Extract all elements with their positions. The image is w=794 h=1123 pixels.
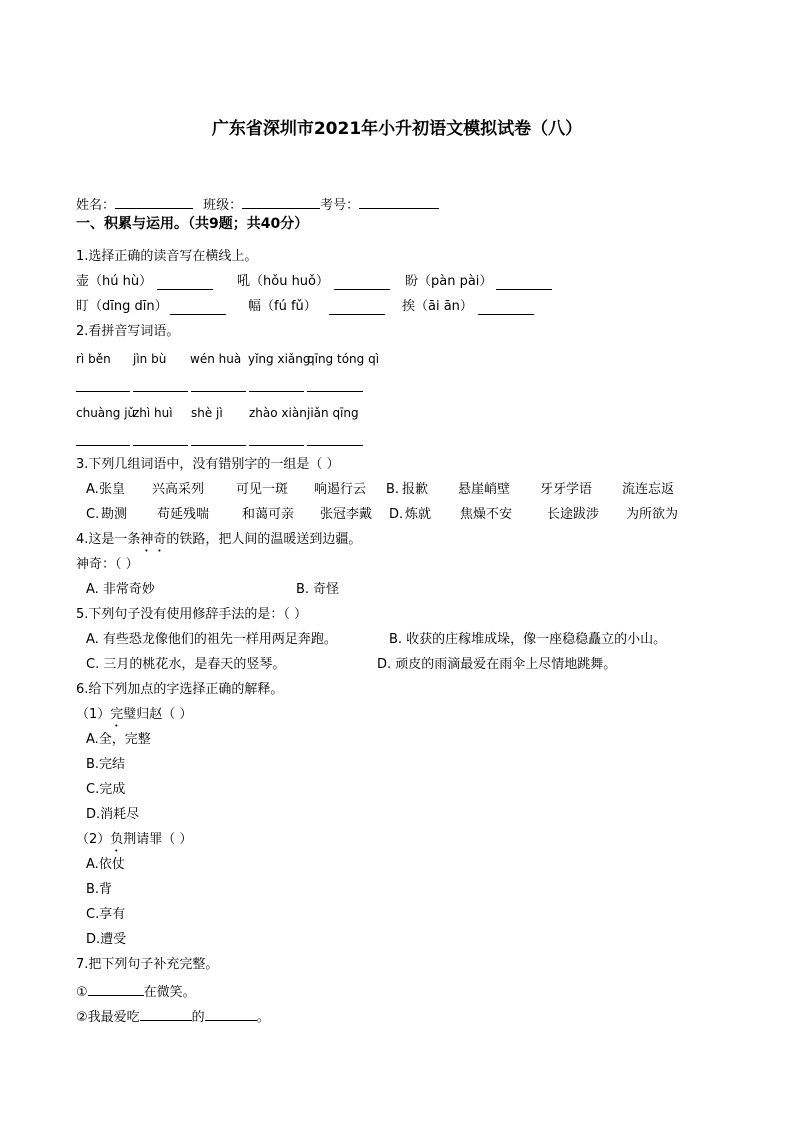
- page-title: 广东省深圳市2021年小升初语文模拟试卷（八）: [211, 119, 583, 139]
- dotted-character: 完: [110, 707, 124, 722]
- q6-part-2-number: （2）: [76, 832, 111, 847]
- q6-p1-option-b[interactable]: B.完结: [86, 757, 126, 772]
- option-d-label: D.: [389, 507, 404, 522]
- option-word: 牙牙学语: [540, 482, 593, 497]
- pinyin-item: zhào xiàn: [249, 406, 307, 420]
- question-6-stem: 6.给下列加点的字选择正确的解释。: [76, 682, 284, 697]
- option-word: 可见一斑: [236, 482, 289, 497]
- circled-number: ①: [76, 985, 88, 1000]
- q6-part-1-text: 璧归赵（ ）: [123, 707, 193, 722]
- q1-item: 吼（hǒu huǒ）: [237, 274, 329, 289]
- fill-blank[interactable]: [140, 1006, 192, 1021]
- word-blank[interactable]: [191, 391, 246, 392]
- q1-answer-blank[interactable]: [478, 314, 534, 315]
- q6-part-2-text: 荆请罪（ ）: [123, 832, 193, 847]
- class-blank[interactable]: [242, 194, 320, 209]
- question-1-stem: 1.选择正确的读音写在横线上。: [76, 249, 258, 264]
- word-blank[interactable]: [307, 391, 363, 392]
- class-label: 班级：: [203, 198, 243, 213]
- number-blank[interactable]: [359, 194, 439, 209]
- q1-item: 挨（āi ān）: [402, 299, 473, 314]
- q1-item: 盼（pàn pài）: [405, 274, 493, 289]
- student-info-row: [76, 194, 439, 215]
- pinyin-item: jiǎn qīng: [307, 406, 359, 420]
- q1-answer-blank[interactable]: [496, 289, 552, 290]
- word-blank[interactable]: [133, 391, 188, 392]
- word-blank[interactable]: [249, 445, 304, 446]
- q1-answer-blank[interactable]: [334, 289, 390, 290]
- word-blank[interactable]: [191, 445, 246, 446]
- question-5-stem: 5.下列句子没有使用修辞手法的是：（ ）: [76, 607, 308, 622]
- dotted-character: 负: [110, 832, 124, 847]
- pinyin-item: rì běn: [76, 352, 111, 366]
- q4-subquestion: 神奇：（ ）: [76, 557, 139, 572]
- q1-item: 盯（dīng dīn）: [76, 299, 168, 314]
- q4-option-a[interactable]: A. 非常奇妙: [86, 582, 155, 597]
- option-word: 长途跋涉: [547, 507, 600, 522]
- q7-sentence-2-end: 。: [256, 1010, 270, 1025]
- word-blank[interactable]: [76, 391, 130, 392]
- q1-answer-blank[interactable]: [170, 314, 226, 315]
- pinyin-item: wén huà: [190, 352, 242, 366]
- pinyin-item: zhì huì: [133, 406, 173, 420]
- q1-item: 幅（fú fǔ）: [248, 299, 317, 314]
- option-word: 张冠李戴: [320, 507, 373, 522]
- q6-p2-option-d[interactable]: D.遭受: [86, 932, 127, 947]
- q6-p2-option-a[interactable]: A.依仗: [86, 857, 125, 872]
- q5-option-c[interactable]: C. 三月的桃花水，是春天的竖琴。: [86, 657, 286, 672]
- option-c-label: C.: [86, 507, 100, 522]
- option-word: 响遏行云: [314, 482, 367, 497]
- pinyin-item: qīng tóng qì: [307, 352, 380, 366]
- q7-sentence-2-pre: 我最爱吃: [87, 1010, 140, 1025]
- option-word: 报歉: [402, 482, 429, 497]
- q6-p1-option-d[interactable]: D.消耗尽: [86, 807, 140, 822]
- word-blank[interactable]: [76, 445, 130, 446]
- q7-sentence-1: [76, 981, 196, 1002]
- pinyin-item: chuàng jǔ: [76, 406, 136, 420]
- q6-part-1: [76, 706, 192, 730]
- option-word: 为所欲为: [626, 507, 679, 522]
- q6-part-2: [76, 831, 192, 855]
- option-word: 勘测: [101, 507, 128, 522]
- q4-stem-post: 的铁路，把人间的温暖送到边疆。: [166, 532, 362, 547]
- circled-number: ②: [76, 1010, 88, 1025]
- question-7-stem: 7.把下列句子补充完整。: [76, 957, 219, 972]
- pinyin-item: shè jì: [191, 406, 223, 420]
- fill-blank[interactable]: [88, 981, 144, 996]
- word-blank[interactable]: [307, 445, 363, 446]
- q6-part-1-number: （1）: [76, 707, 111, 722]
- word-blank[interactable]: [133, 445, 188, 446]
- option-word: 兴高采列: [152, 482, 205, 497]
- fill-blank[interactable]: [205, 1006, 257, 1021]
- q4-option-b[interactable]: B. 奇怪: [296, 582, 340, 597]
- q6-p2-option-b[interactable]: B.背: [86, 882, 113, 897]
- name-blank[interactable]: [115, 194, 193, 209]
- option-word: 炼就: [405, 507, 432, 522]
- q7-sentence-2-mid: 的: [191, 1010, 205, 1025]
- q5-option-b[interactable]: B. 收获的庄稼堆成垛，像一座稳稳矗立的小山。: [389, 632, 667, 647]
- name-label: 姓名：: [76, 198, 116, 213]
- pinyin-item: yǐng xiǎng: [248, 352, 311, 366]
- q1-answer-blank[interactable]: [157, 289, 213, 290]
- q5-option-d[interactable]: D. 顽皮的雨滴最爱在雨伞上尽情地跳舞。: [377, 657, 617, 672]
- q6-p2-option-c[interactable]: C.享有: [86, 907, 126, 922]
- question-3-stem: 3.下列几组词语中，没有错别字的一组是（ ）: [76, 457, 340, 472]
- q7-sentence-2: [76, 1006, 270, 1027]
- option-word: 苟延残喘: [157, 507, 210, 522]
- pinyin-item: jìn bù: [133, 352, 167, 366]
- question-4-stem: [76, 531, 361, 555]
- q7-sentence-1-text: 在微笑。: [143, 985, 196, 1000]
- option-a-label: A.: [86, 482, 99, 497]
- option-word: 张皇: [99, 482, 126, 497]
- q5-option-a[interactable]: A. 有些恐龙像他们的祖先一样用两足奔跑。: [86, 632, 337, 647]
- option-word: 悬崖峭壁: [458, 482, 511, 497]
- option-word: 焦燥不安: [460, 507, 513, 522]
- option-word: 和蔼可亲: [242, 507, 295, 522]
- word-blank[interactable]: [249, 391, 304, 392]
- q1-item: 壶（hú hù）: [76, 274, 153, 289]
- dotted-word: 神奇: [140, 532, 167, 547]
- number-label: 考号：: [320, 198, 360, 213]
- question-2-stem: 2.看拼音写词语。: [76, 324, 180, 339]
- q4-stem-pre: 4.这是一条: [76, 532, 141, 547]
- q6-p1-option-c[interactable]: C.完成: [86, 782, 126, 797]
- option-b-label: B.: [386, 482, 400, 497]
- q6-p1-option-a[interactable]: A.全，完整: [86, 732, 151, 747]
- q1-answer-blank[interactable]: [329, 314, 385, 315]
- option-word: 流连忘返: [622, 482, 675, 497]
- section-heading: 一、积累与运用。（共9题；共40分）: [76, 216, 309, 232]
